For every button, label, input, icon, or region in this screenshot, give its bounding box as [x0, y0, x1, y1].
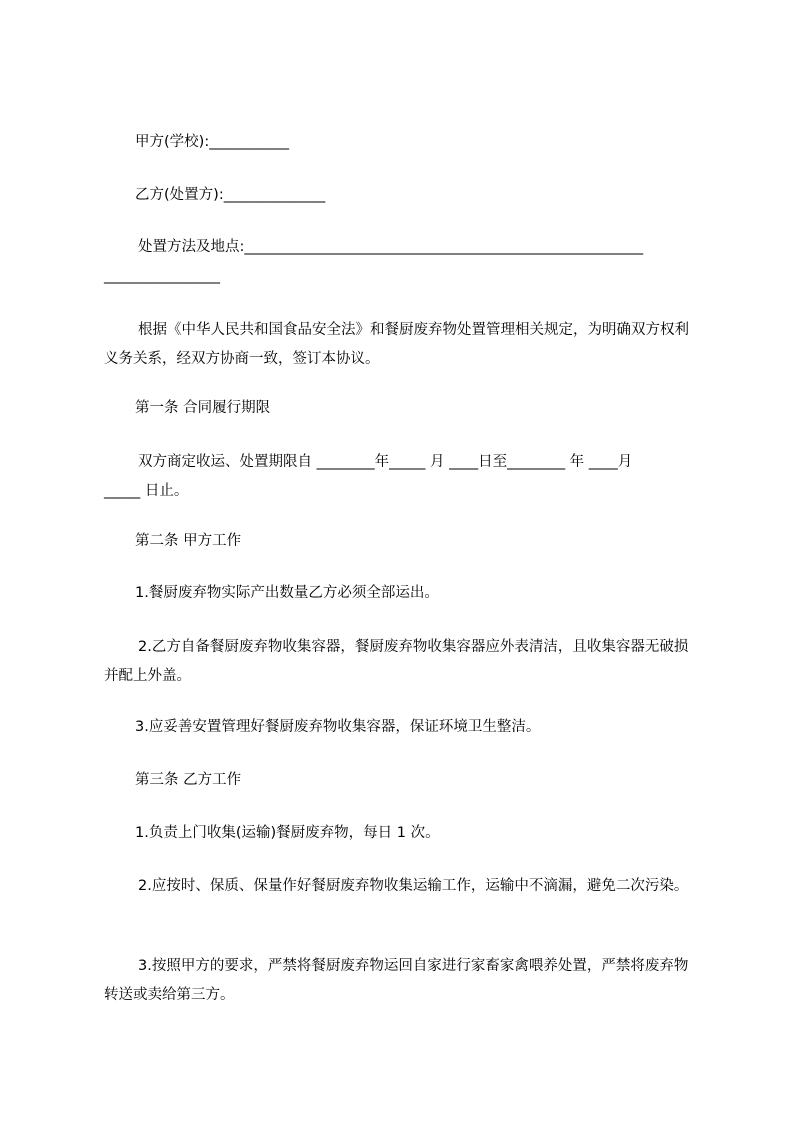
- article-2-item-3: 3.应妥善安置管理好餐厨废弃物收集容器，保证环境卫生整洁。: [135, 719, 541, 735]
- disposal-method-line: 处置方法及地点:_______________________________________________________: [138, 239, 644, 255]
- intro-paragraph: 根据《中华人民共和国食品安全法》和餐厨废弃物处置管理相关规定，为明确双方权利义务关系，经双方协商一致，签订本协议。: [104, 322, 689, 367]
- party-b-line: 乙方(处置方):______________: [135, 187, 326, 203]
- party-a-line: 甲方(学校):___________: [135, 134, 289, 150]
- article-3-item-3: 3.按照甲方的要求，严禁将餐厨废弃物运回自家进行家畜家禽喂养处置，严禁将废弃物转送或卖给第三方。: [104, 958, 689, 1003]
- article-3-item-1: 1.负责上门收集(运输)餐厨废弃物，每日 1 次。: [135, 825, 440, 841]
- article-2-item-1: 1.餐厨废弃物实际产出数量乙方必须全部运出。: [135, 585, 439, 601]
- article-3-item-2: 2.应按时、保质、保量作好餐厨废弃物收集运输工作，运输中不滴漏，避免二次污染。: [138, 878, 689, 894]
- article-3-title: 第三条 乙方工作: [135, 772, 242, 788]
- article-1-term-line: 双方商定收运、处置期限自 ________年_____ 月 ____日至________ 年 ____月: [138, 454, 633, 470]
- article-2-title: 第二条 甲方工作: [135, 533, 242, 549]
- article-1-title: 第一条 合同履行期限: [135, 400, 271, 416]
- disposal-method-line-continued: ________________: [104, 268, 220, 284]
- article-2-item-2: 2.乙方自备餐厨废弃物收集容器，餐厨废弃物收集容器应外表清洁，且收集容器无破损并配上外盖。: [104, 639, 689, 684]
- article-1-term-line-continued: _____ 日止。: [104, 483, 189, 499]
